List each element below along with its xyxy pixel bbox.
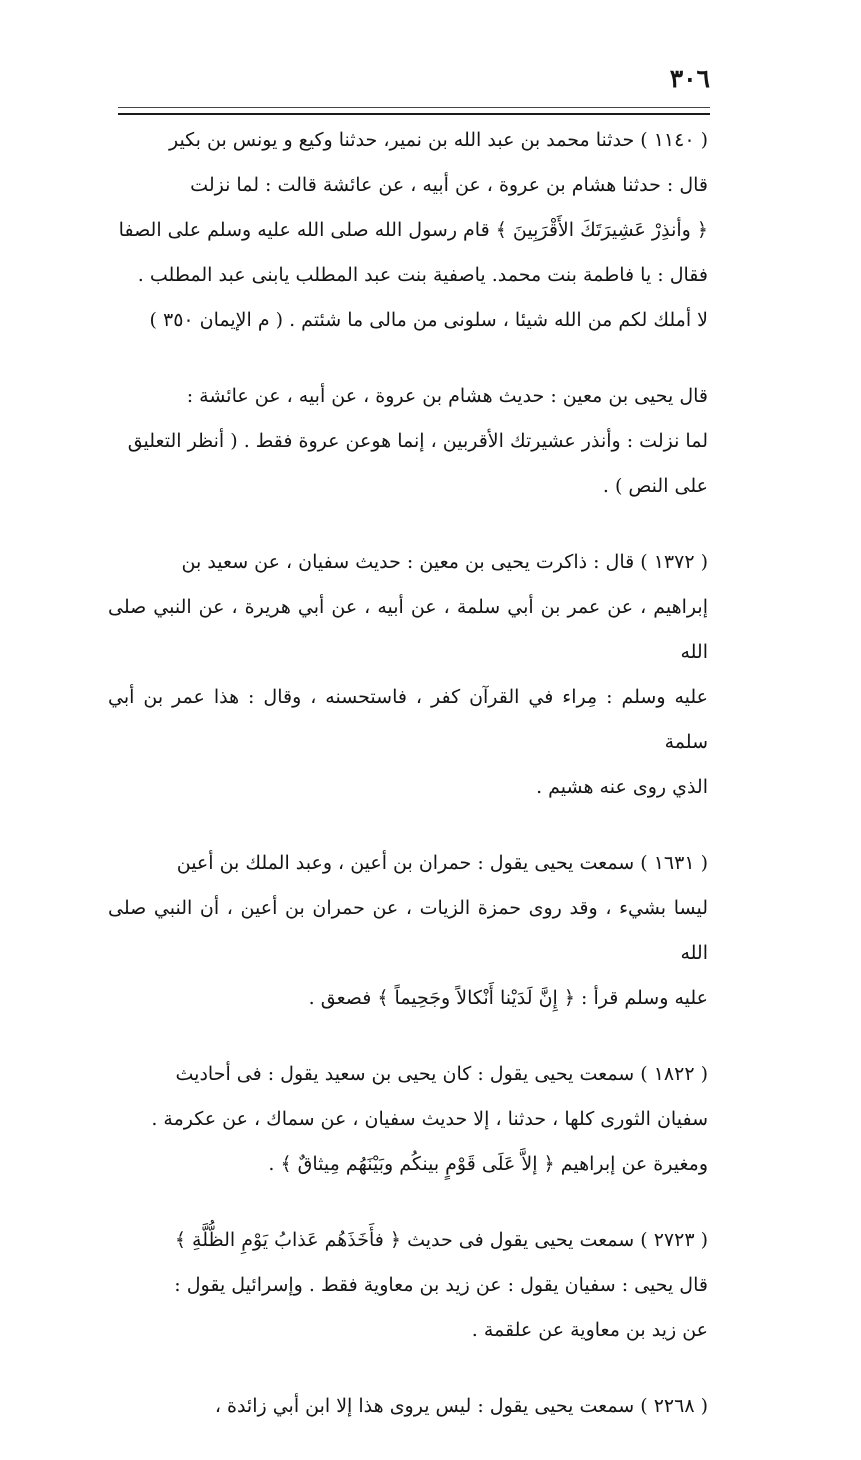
text-line: ( ١١٤٠ ) حدثنا محمد بن عبد الله بن نمير، حدثنا وكيع و يونس بن بكير [168, 129, 708, 151]
hadith-entry-1140 [108, 118, 708, 343]
text-line: ( ١٨٢٢ ) سمعت يحيى يقول : كان يحيى بن سعيد يقول : فى أحاديث [175, 1063, 708, 1085]
hadith-entry-1372 [108, 540, 708, 810]
text-line: لما نزلت : وأنذر عشيرتك الأقربين ، إنما هوعن عروة فقط . ( أنظر التعليق [127, 430, 708, 452]
page-body [108, 118, 708, 1460]
commentary-entry [108, 374, 708, 509]
text-line: عليه وسلم : مِراء في القرآن كفر ، فاستحسنه ، وقال : هذا عمر بن أبي سلمة [108, 686, 708, 753]
text-line: ﴿ وأنذِرْ عَشِيرَتَكَ الأَقْرَبِينَ ﴾ قام رسول الله صلى الله عليه وسلم على الصفا [118, 219, 708, 241]
text-line: سفيان الثورى كلها ، حدثنا ، إلا حديث سفيان ، عن سماك ، عن عكرمة . [151, 1108, 708, 1130]
text-line: على النص ) . [602, 475, 708, 497]
text-line: قال يحيى بن معين : حديث هشام بن عروة ، عن أبيه ، عن عائشة : [186, 385, 708, 407]
text-line: إبراهيم ، عن عمر بن أبي سلمة ، عن أبيه ، عن أبي هريرة ، عن النبي صلى الله [108, 596, 708, 663]
hadith-entry-1631 [108, 841, 708, 1021]
hadith-entry-2268 [108, 1384, 708, 1429]
hadith-entry-2723 [108, 1218, 708, 1353]
text-line: ليسا بشيء ، وقد روى حمزة الزيات ، عن حمران بن أعين ، أن النبي صلى الله [108, 897, 708, 964]
text-line: ( ١٦٣١ ) سمعت يحيى يقول : حمران بن أعين ، وعبد الملك بن أعين [176, 852, 708, 874]
text-line: ومغيرة عن إبراهيم ﴿ إلاَّ عَلَى قَوْمٍ بينكُم وبَيْنَهُم مِيثاقٌ ﴾ . [268, 1153, 708, 1175]
text-line: قال : حدثنا هشام بن عروة ، عن أبيه ، عن عائشة قالت : لما نزلت [190, 174, 708, 196]
text-line: الذي روى عنه هشيم . [536, 776, 708, 798]
header-rule-thin [118, 107, 710, 108]
text-line: عن زيد بن معاوية عن علقمة . [471, 1319, 708, 1341]
page-number: ٣٠٦ [669, 64, 710, 93]
text-line: ( ١٣٧٢ ) قال : ذاكرت يحيى بن معين : حديث سفيان ، عن سعيد بن [181, 551, 708, 573]
header-rule [118, 113, 710, 115]
text-line: لا أملك لكم من الله شيئا ، سلونى من مالى ما شئتم . ( م الإيمان ٣٥٠ ) [149, 309, 708, 331]
text-line: ( ٢٢٦٨ ) سمعت يحيى يقول : ليس يروى هذا إلا ابن أبي زائدة ، [214, 1395, 708, 1417]
hadith-entry-1822 [108, 1052, 708, 1187]
text-line: فقال : يا فاطمة بنت محمد. ياصفية بنت عبد المطلب يابنى عبد المطلب . [137, 264, 708, 286]
text-line: عليه وسلم قرأ : ﴿ إِنَّ لَدَيْنا أَنْكالاً وجَحِيماً ﴾ فصعق . [308, 987, 708, 1009]
text-line: قال يحيى : سفيان يقول : عن زيد بن معاوية فقط . وإسرائيل يقول : [174, 1274, 708, 1296]
text-line: ( ٢٧٢٣ ) سمعت يحيى يقول فى حديث ﴿ فأَخَذَهُم عَذابُ يَوْمِ الظُّلَّةِ ﴾ [174, 1229, 708, 1251]
